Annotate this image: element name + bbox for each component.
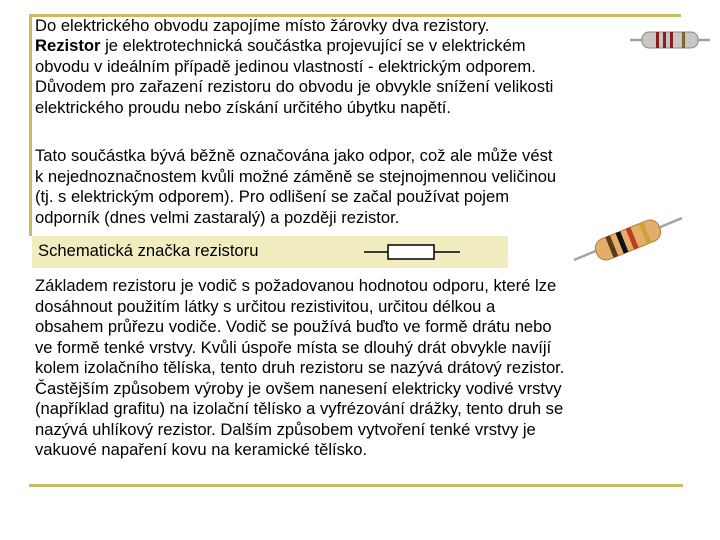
intro-line: Do elektrického obvodu zapojíme místo žárovky dva rezistory. (35, 16, 490, 35)
construction-paragraph (35, 276, 683, 461)
bottom-divider (29, 484, 683, 487)
definition-paragraph (35, 36, 683, 118)
construction-line: ve formě tenké vrstvy. Kvůli úspoře místa se dlouhý drát obvykle navíjí (35, 337, 552, 357)
carbon-resistor-photo-icon (572, 212, 684, 268)
construction-line: obsahem průřezu vodiče. Vodič se používá buďto ve formě drátu nebo (35, 317, 552, 336)
schematic-label: Schematická značka rezistoru (38, 241, 259, 260)
definition-line-1: je elektrotechnická součástka projevující se v elektrickém (100, 36, 526, 55)
definition-line-3: Důvodem pro zařazení rezistoru do obvodu je obvykle snížení velikosti (35, 77, 554, 96)
terminology-line-4: odporník (dnes velmi zastaralý) a později rezistor. (35, 207, 400, 227)
terminology-line-3: (tj. s elektrickým odporem). Pro odlišení se začal používat pojem (35, 187, 510, 206)
construction-line: (například grafitu) na izolační tělísko a vyfrézování drážky, tento druh se (35, 399, 564, 418)
definition-line-4: elektrického proudu nebo získání určitého úbytku napětí. (35, 97, 452, 117)
intro-paragraph (35, 16, 683, 37)
construction-line: nazývá uhlíkový rezistor. Dalším způsobem vytvoření tenké vrstvy je (35, 419, 536, 439)
terminology-line-1: Tato součástka bývá běžně označována jako odpor, což ale může vést (35, 146, 553, 165)
resistor-schematic-icon (364, 242, 460, 262)
construction-line: Základem rezistoru je vodič s požadovanou hodnotou odporu, které lze (35, 276, 557, 295)
resistor-photo-icon (630, 25, 710, 55)
schematic-symbol-row (32, 236, 508, 268)
terminology-line-2: k nejednoznačnostem kvůli možné záměně se stejnojmennou veličinou (35, 166, 557, 186)
construction-line: Častějším způsobem výroby je ovšem nanesení elektricky vodivé vrstvy (35, 378, 562, 398)
construction-line: kolem izolačního tělíska, tento druh rezistoru se nazývá drátový rezistor. (35, 358, 565, 377)
construction-line: dosáhnout použitím látky s určitou rezistivitou, určitou délkou a (35, 296, 496, 316)
construction-line: vakuové napaření kovu na keramické tělísko. (35, 440, 368, 459)
definition-line-2: obvodu v ideálním případě jedinou vlastností - elektrickým odporem. (35, 56, 536, 76)
resistor-term: Rezistor (35, 36, 101, 55)
